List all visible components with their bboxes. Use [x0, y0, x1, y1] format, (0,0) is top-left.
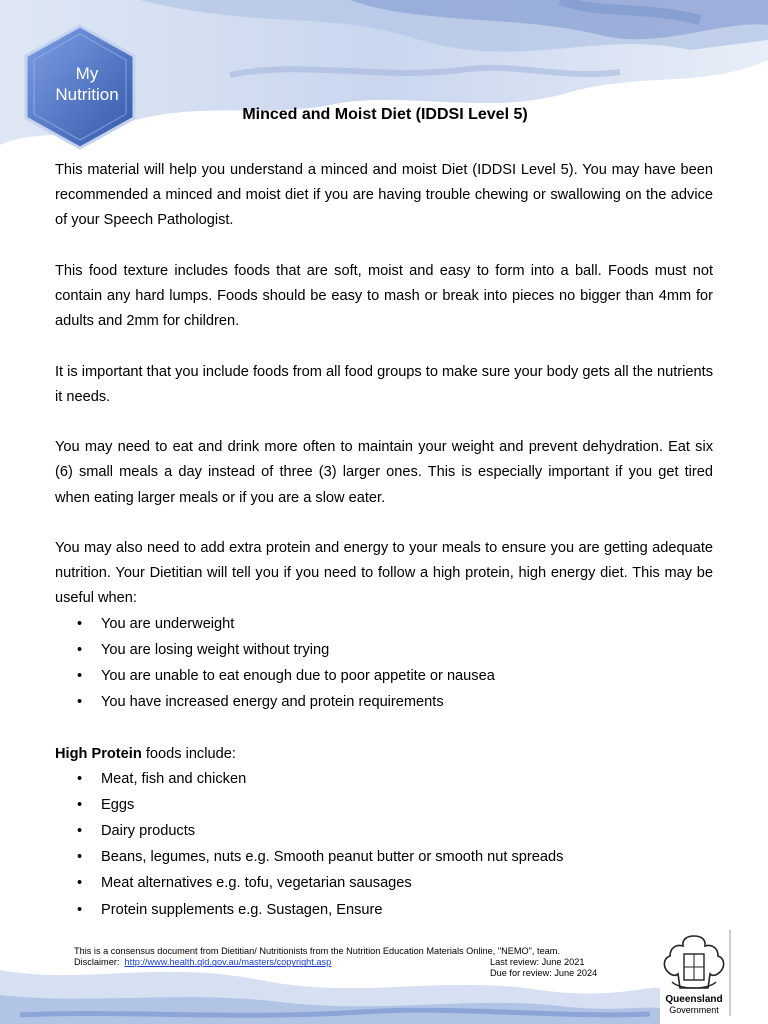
bullet-icon: •: [77, 796, 83, 813]
review-dates: [490, 957, 597, 980]
list-item: • You are underweight: [55, 612, 713, 638]
list-item: • You are losing weight without trying: [55, 638, 713, 664]
list-item: • You have increased energy and protein requirements: [55, 690, 713, 716]
list-item: • Protein supplements e.g. Sustagen, Ensure: [55, 898, 713, 924]
food-groups-paragraph: It is important that you include foods from all food groups to make sure your body gets all the nutrients it needs.: [55, 363, 713, 405]
page-title: Minced and Moist Diet (IDDSI Level 5): [242, 106, 528, 123]
due-review: Due for review: June 2024: [490, 968, 598, 979]
high-protein-list: [55, 767, 713, 924]
bullet-icon: •: [77, 875, 83, 892]
list-item: • Meat alternatives e.g. tofu, vegetarian sausages: [55, 871, 713, 897]
logo-line-2: Nutrition: [55, 85, 119, 104]
disclaimer-link[interactable]: http://www.health.qld.gov.au/masters/copyright.asp: [124, 957, 332, 968]
bullet-icon: •: [77, 641, 83, 658]
intro-paragraph: This material will help you understand a minced and moist Diet (IDDSI Level 5). You may have been recommended a minced and moist diet if you are having trouble chewing or swallowing on the advice of your Speech Pathologist.: [55, 162, 713, 229]
bullet-icon: •: [77, 849, 83, 866]
bullet-icon: •: [77, 615, 83, 632]
consensus-note: This is a consensus document from Dietitian/ Nutritionists from the Nutrition Education Materials Online, "NEMO", team.: [74, 946, 560, 956]
document-body: [55, 158, 713, 949]
list-item: • Dairy products: [55, 819, 713, 845]
bullet-icon: •: [77, 823, 83, 840]
bullet-icon: •: [77, 694, 83, 711]
last-review: Last review: June 2021: [490, 957, 585, 967]
logo-text: [34, 63, 140, 105]
meals-paragraph: You may need to eat and drink more often to maintain your weight and prevent dehydration. Eat six (6) small meals a day instead of three (3) larger ones. This is especially important if you get tired when eating larger meals or if you are a slow eater.: [55, 439, 713, 506]
list-item: • Meat, fish and chicken: [55, 767, 713, 793]
list-item: • Eggs: [55, 793, 713, 819]
gov-line-2: Government: [669, 1005, 719, 1015]
protein-energy-paragraph: You may also need to add extra protein and energy to your meals to ensure you are getting adequate nutrition. Your Dietitian will tell you if you need to follow a high protein, high energy diet. This may be useful when:: [55, 539, 713, 607]
high-protein-heading: High Protein foods include:: [55, 745, 236, 762]
bullet-icon: •: [77, 770, 83, 787]
queensland-government-logo: [660, 994, 728, 1016]
disclaimer-label: Disclaimer:: [74, 957, 120, 968]
high-protein-label: High Protein: [55, 745, 142, 762]
list-item: • You are unable to eat enough due to poor appetite or nausea: [55, 664, 713, 690]
bullet-icon: •: [77, 901, 83, 918]
gov-line-1: Queensland: [665, 994, 723, 1005]
useful-when-list: [55, 612, 713, 717]
bullet-icon: •: [77, 667, 83, 684]
list-item: • Beans, legumes, nuts e.g. Smooth peanut butter or smooth nut spreads: [55, 845, 713, 871]
logo-line-1: My: [75, 64, 99, 83]
texture-paragraph: This food texture includes foods that are soft, moist and easy to form into a ball. Foods must not contain any hard lumps. Foods should be easy to mash or break into pieces no bigger than 4mm for adults and 2mm for children.: [55, 262, 713, 330]
